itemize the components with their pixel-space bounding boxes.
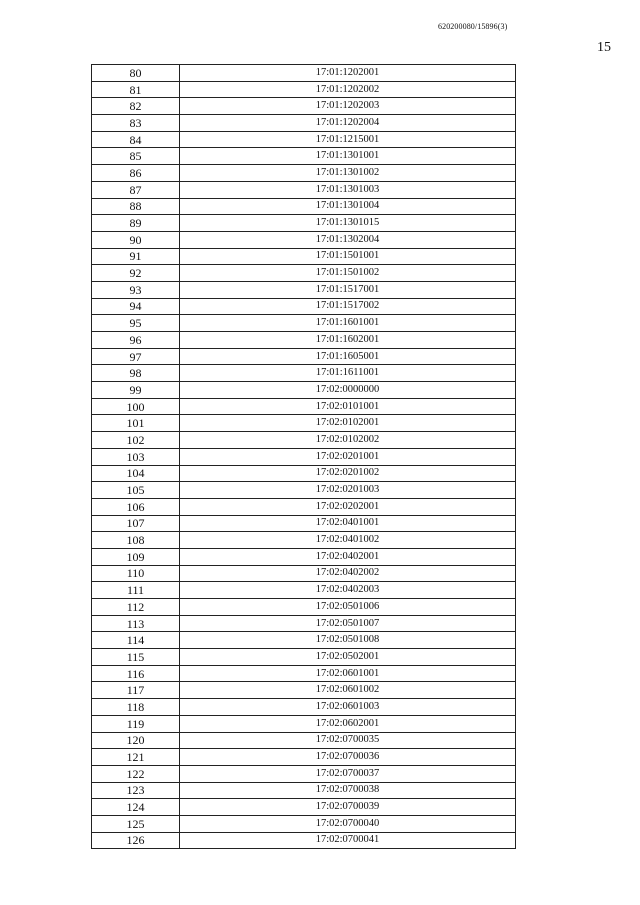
cadastral-code-cell: 17:02:0501006 xyxy=(180,599,516,616)
cadastral-code-cell: 17:02:0401002 xyxy=(180,532,516,549)
table-row xyxy=(92,115,516,132)
table-row xyxy=(92,465,516,482)
table-row xyxy=(92,248,516,265)
table-row xyxy=(92,799,516,816)
row-number-cell: 87 xyxy=(92,181,180,198)
table-body xyxy=(92,65,516,849)
cadastral-code-cell: 17:01:1517002 xyxy=(180,298,516,315)
row-number-cell: 82 xyxy=(92,98,180,115)
cadastral-code-cell: 17:01:1202001 xyxy=(180,65,516,82)
table-row xyxy=(92,498,516,515)
cadastral-code-cell: 17:02:0700041 xyxy=(180,832,516,849)
table-row xyxy=(92,215,516,232)
cadastral-code-cell: 17:01:1601001 xyxy=(180,315,516,332)
cadastral-code-cell: 17:01:1301004 xyxy=(180,198,516,215)
table-row xyxy=(92,599,516,616)
table-row xyxy=(92,532,516,549)
table-row xyxy=(92,832,516,849)
cadastral-code-cell: 17:02:0700035 xyxy=(180,732,516,749)
table-row xyxy=(92,565,516,582)
row-number-cell: 123 xyxy=(92,782,180,799)
table-row xyxy=(92,665,516,682)
row-number-cell: 81 xyxy=(92,81,180,98)
cadastral-code-cell: 17:01:1501002 xyxy=(180,265,516,282)
row-number-cell: 86 xyxy=(92,165,180,182)
cadastral-code-cell: 17:02:0601002 xyxy=(180,682,516,699)
table-row xyxy=(92,782,516,799)
row-number-cell: 111 xyxy=(92,582,180,599)
row-number-cell: 96 xyxy=(92,332,180,349)
table-row xyxy=(92,265,516,282)
table-row xyxy=(92,715,516,732)
row-number-cell: 101 xyxy=(92,415,180,432)
row-number-cell: 118 xyxy=(92,699,180,716)
table-row xyxy=(92,332,516,349)
cadastral-code-cell: 17:02:0700038 xyxy=(180,782,516,799)
row-number-cell: 112 xyxy=(92,599,180,616)
table-row xyxy=(92,448,516,465)
row-number-cell: 125 xyxy=(92,815,180,832)
row-number-cell: 110 xyxy=(92,565,180,582)
row-number-cell: 91 xyxy=(92,248,180,265)
table-row xyxy=(92,131,516,148)
table-row xyxy=(92,298,516,315)
cadastral-code-cell: 17:02:0202001 xyxy=(180,498,516,515)
cadastral-code-cell: 17:02:0102002 xyxy=(180,432,516,449)
row-number-cell: 126 xyxy=(92,832,180,849)
cadastral-code-cell: 17:02:0201001 xyxy=(180,448,516,465)
row-number-cell: 80 xyxy=(92,65,180,82)
table-row xyxy=(92,315,516,332)
table-row xyxy=(92,432,516,449)
row-number-cell: 100 xyxy=(92,398,180,415)
cadastral-code-cell: 17:02:0501008 xyxy=(180,632,516,649)
table-row xyxy=(92,649,516,666)
table-row xyxy=(92,81,516,98)
row-number-cell: 106 xyxy=(92,498,180,515)
cadastral-code-cell: 17:01:1301002 xyxy=(180,165,516,182)
table-row xyxy=(92,98,516,115)
row-number-cell: 103 xyxy=(92,448,180,465)
cadastral-code-cell: 17:02:0201002 xyxy=(180,465,516,482)
row-number-cell: 107 xyxy=(92,515,180,532)
cadastral-code-cell: 17:02:0402001 xyxy=(180,548,516,565)
row-number-cell: 102 xyxy=(92,432,180,449)
cadastral-code-cell: 17:02:0201003 xyxy=(180,482,516,499)
row-number-cell: 108 xyxy=(92,532,180,549)
cadastral-code-cell: 17:02:0402003 xyxy=(180,582,516,599)
table-row xyxy=(92,415,516,432)
row-number-cell: 90 xyxy=(92,231,180,248)
table-row xyxy=(92,231,516,248)
table-row xyxy=(92,281,516,298)
row-number-cell: 89 xyxy=(92,215,180,232)
table-row xyxy=(92,515,516,532)
cadastral-code-cell: 17:01:1215001 xyxy=(180,131,516,148)
table-row xyxy=(92,632,516,649)
row-number-cell: 115 xyxy=(92,649,180,666)
row-number-cell: 120 xyxy=(92,732,180,749)
row-number-cell: 105 xyxy=(92,482,180,499)
document-reference: 620200080/15896(3) xyxy=(438,22,508,31)
cadastral-code-cell: 17:01:1301015 xyxy=(180,215,516,232)
table-row xyxy=(92,699,516,716)
cadastral-code-cell: 17:02:0102001 xyxy=(180,415,516,432)
table-row xyxy=(92,348,516,365)
table-row xyxy=(92,382,516,399)
cadastral-code-cell: 17:01:1501001 xyxy=(180,248,516,265)
table-row xyxy=(92,181,516,198)
table-row xyxy=(92,198,516,215)
row-number-cell: 92 xyxy=(92,265,180,282)
row-number-cell: 104 xyxy=(92,465,180,482)
table-row xyxy=(92,582,516,599)
row-number-cell: 97 xyxy=(92,348,180,365)
cadastral-code-cell: 17:02:0700040 xyxy=(180,815,516,832)
table-row xyxy=(92,548,516,565)
row-number-cell: 117 xyxy=(92,682,180,699)
table-row xyxy=(92,749,516,766)
table-row xyxy=(92,398,516,415)
cadastral-code-cell: 17:01:1605001 xyxy=(180,348,516,365)
row-number-cell: 84 xyxy=(92,131,180,148)
cadastral-code-cell: 17:02:0502001 xyxy=(180,649,516,666)
page-number: 15 xyxy=(597,40,611,55)
cadastral-code-cell: 17:02:0602001 xyxy=(180,715,516,732)
cadastral-code-cell: 17:01:1301003 xyxy=(180,181,516,198)
row-number-cell: 119 xyxy=(92,715,180,732)
table-row xyxy=(92,165,516,182)
row-number-cell: 109 xyxy=(92,548,180,565)
cadastral-code-cell: 17:01:1301001 xyxy=(180,148,516,165)
row-number-cell: 122 xyxy=(92,765,180,782)
row-number-cell: 99 xyxy=(92,382,180,399)
cadastral-code-cell: 17:02:0000000 xyxy=(180,382,516,399)
cadastral-code-cell: 17:01:1202002 xyxy=(180,81,516,98)
row-number-cell: 83 xyxy=(92,115,180,132)
row-number-cell: 121 xyxy=(92,749,180,766)
table-row xyxy=(92,482,516,499)
row-number-cell: 94 xyxy=(92,298,180,315)
row-number-cell: 95 xyxy=(92,315,180,332)
table-row xyxy=(92,732,516,749)
cadastral-code-cell: 17:02:0101001 xyxy=(180,398,516,415)
cadastral-code-cell: 17:01:1202003 xyxy=(180,98,516,115)
cadastral-code-cell: 17:02:0700036 xyxy=(180,749,516,766)
table-row xyxy=(92,615,516,632)
cadastral-code-cell: 17:02:0601001 xyxy=(180,665,516,682)
cadastral-code-cell: 17:01:1302004 xyxy=(180,231,516,248)
cadastral-code-cell: 17:02:0601003 xyxy=(180,699,516,716)
cadastral-code-cell: 17:02:0402002 xyxy=(180,565,516,582)
table-row xyxy=(92,65,516,82)
cadastral-code-cell: 17:01:1517001 xyxy=(180,281,516,298)
row-number-cell: 116 xyxy=(92,665,180,682)
cadastral-code-cell: 17:01:1611001 xyxy=(180,365,516,382)
row-number-cell: 98 xyxy=(92,365,180,382)
cadastral-code-cell: 17:02:0700037 xyxy=(180,765,516,782)
row-number-cell: 113 xyxy=(92,615,180,632)
row-number-cell: 93 xyxy=(92,281,180,298)
row-number-cell: 114 xyxy=(92,632,180,649)
row-number-cell: 85 xyxy=(92,148,180,165)
cadastral-code-cell: 17:01:1202004 xyxy=(180,115,516,132)
row-number-cell: 88 xyxy=(92,198,180,215)
row-number-cell: 124 xyxy=(92,799,180,816)
table-row xyxy=(92,148,516,165)
cadastral-code-cell: 17:02:0501007 xyxy=(180,615,516,632)
cadastral-code-cell: 17:01:1602001 xyxy=(180,332,516,349)
table-row xyxy=(92,765,516,782)
table-row xyxy=(92,815,516,832)
table-row xyxy=(92,365,516,382)
table-row xyxy=(92,682,516,699)
cadastral-table xyxy=(91,64,516,849)
cadastral-code-cell: 17:02:0401001 xyxy=(180,515,516,532)
cadastral-code-cell: 17:02:0700039 xyxy=(180,799,516,816)
